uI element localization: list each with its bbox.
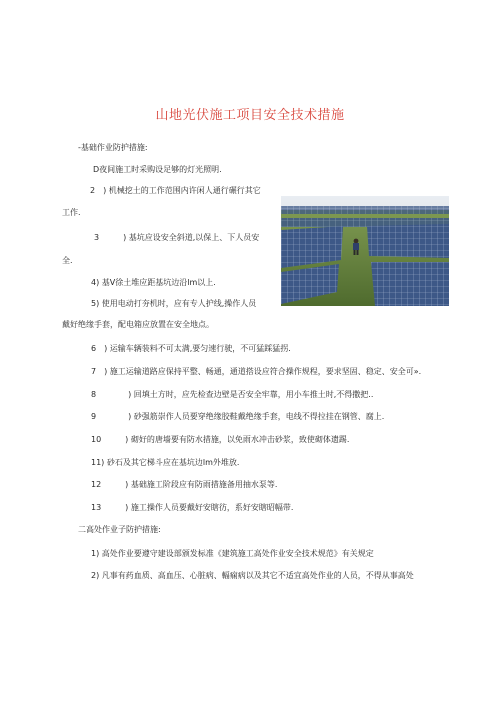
paragraph-line: 11) 砂石及其它梯斗应在基坑边lm外堆放. — [91, 458, 240, 467]
paragraph-line: 6 ) 运输车辆装料不可太满,要匀速行驶，不可猛踩猛拐. — [91, 344, 291, 353]
document-title: 山地光伏施工项目安全技术措施 — [155, 108, 345, 123]
paragraph-line: 2 ) 机械挖土的工作范围内许闲人通行碾行其它 — [90, 186, 261, 195]
paragraph-line: 3 ) 基坑应设安全斜道,以保上、下人员安 — [94, 233, 260, 242]
paragraph-line: 戴好绝缘手套，配电箱应放置在安全地点。 — [62, 320, 214, 329]
paragraph-line: 全. — [62, 256, 73, 265]
paragraph-line: 7 ) 施工运输道路应保持平整、畅通，通道搭设应符合操作规程，要求坚固、稳定、安全可». — [91, 367, 422, 376]
paragraph-line: 1) 高处作业要遵守建设部颁发标准《建筑施工高处作业安全技术规范》有关规定 — [91, 549, 374, 558]
paragraph-line: 5) 使用电动打夯机时，应有专人护线,操作人员 — [91, 299, 257, 308]
section-heading-foundation: -基础作业防护措施: — [78, 143, 148, 152]
paragraph-line: 工作. — [62, 208, 81, 217]
paragraph-line: D夜间施工时采购设足够的灯光照明. — [93, 165, 222, 174]
paragraph-line: 12 ) 基础施工阶段应有防雨措施备用抽水泵等. — [91, 480, 278, 489]
paragraph-line: 13 ) 施工操作人员要戴好安瞎彷，系好安瞎昭幅带. — [91, 503, 294, 512]
paragraph-line: 10 ) 砌好的唐墙要有防水措施，以免雨水冲击砂浆，致使砌体遗踢. — [91, 435, 350, 444]
paragraph-line: 4) 基V徐土堆应距基坑边沿lm以上. — [91, 278, 216, 287]
paragraph-line: 9 ) 砂强筋崇作人员要穿绝缘胶鞋戴绝缘手套，电线不得拉挂在钢管、腐上. — [91, 412, 385, 421]
paragraph-line: 8 ) 回填土方时，应先检查边壁是否安全牢靠，用小车推土时,不得撒把.. — [91, 390, 374, 399]
paragraph-line: 2) 凡事有药血质、高血压、心脏病、輻痫病以及其它不适宜高处作业的人员，不得从事高处 — [91, 571, 414, 580]
solar-farm-photo — [281, 196, 449, 306]
section-heading-height-work: 二高处作业子防护措施: — [78, 525, 161, 534]
